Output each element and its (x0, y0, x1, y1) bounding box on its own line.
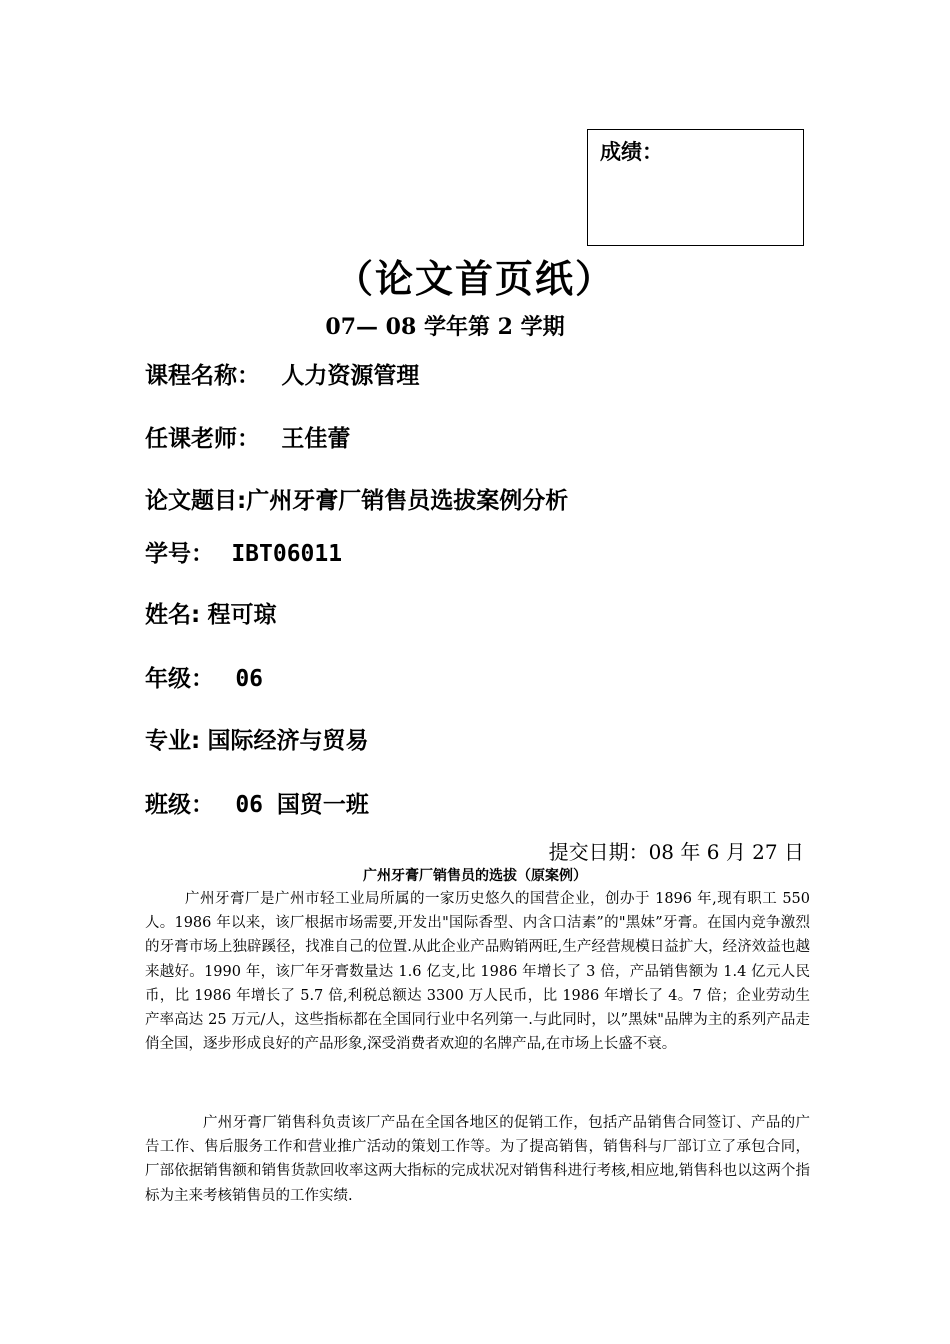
field-student-id (145, 535, 342, 568)
case-title: 广州牙膏厂销售员的选拔（原案例） (363, 868, 587, 884)
field-thesis (145, 482, 568, 515)
field-name (145, 596, 277, 629)
field-name-value: 程可琼 (207, 602, 277, 628)
semester-line: 07— 08 学年第 2 学期 (325, 314, 565, 340)
page-title: （论文首页纸） (334, 257, 615, 301)
field-major (145, 722, 369, 755)
field-grade-label: 年级： (145, 666, 214, 692)
case-paragraph-1: 广州牙膏厂是广州市轻工业局所属的一家历史悠久的国营企业，创办于 1896 年,现有职工 550 人。1986 年以来，该厂根据市场需要,开发出"国际香型、内含口洁素”的"黑妹”牙膏。在国内竞争激烈的牙膏市场上独辟蹊径，找准自己的位置.从此企业产品购销两旺,生产经营规模日益扩大，经济效益也越来越好。1990 年，该厂年牙膏数量达 1.6 亿支,比 1986 年增长了 3 倍，产品销售额为 1.4 亿元人民币，比 1986 年增长了 5.7 倍,利税总额达 3300 万人民币，比 1986 年增长了 4。7 倍；企业劳动生产率高达 25 万元/人，这些指标都在全国同行业中名列第一.与此同时，以”黑妹"品牌为主的系列产品走俏全国，逐步形成良好的产品形象,深受消费者欢迎的名牌产品,在市场上长盛不衰。 (145, 891, 810, 1053)
field-major-value: 国际经济与贸易 (207, 728, 369, 754)
field-course-label: 课程名称： (145, 363, 260, 389)
submit-date: 提交日期：08 年 6 月 27 日 (548, 840, 804, 864)
score-box (587, 129, 804, 246)
field-course (145, 357, 419, 390)
field-teacher-label: 任课老师： (145, 426, 260, 452)
field-major-label: 专业: (145, 728, 201, 754)
field-course-value: 人力资源管理 (281, 363, 420, 389)
field-student-id-label: 学号： (145, 541, 214, 567)
field-grade-value: 06 (235, 666, 264, 692)
field-teacher-value: 王佳蕾 (281, 426, 351, 452)
field-thesis-label: 论文题目: (145, 488, 247, 514)
field-teacher (145, 420, 350, 453)
case-paragraph-2: 广州牙膏厂销售科负责该厂产品在全国各地区的促销工作，包括产品销售合同签订、产品的广告工作、售后服务工作和营业推广活动的策划工作等。为了提高销售，销售科与厂部订立了承包合同，厂部依据销售额和销售货款回收率这两大指标的完成状况对销售科进行考核,相应地,销售科也以这两个指标为主来考核销售员的工作实绩. (145, 1115, 810, 1204)
field-grade (145, 660, 263, 693)
field-class (145, 786, 369, 819)
score-label: 成绩： (600, 140, 663, 164)
field-thesis-value: 广州牙膏厂销售员选拔案例分析 (246, 488, 569, 514)
field-student-id-value: IBT06011 (231, 541, 343, 567)
field-class-value: 06 国贸一班 (235, 792, 369, 818)
field-class-label: 班级： (145, 792, 214, 818)
field-name-label: 姓名: (145, 602, 201, 628)
